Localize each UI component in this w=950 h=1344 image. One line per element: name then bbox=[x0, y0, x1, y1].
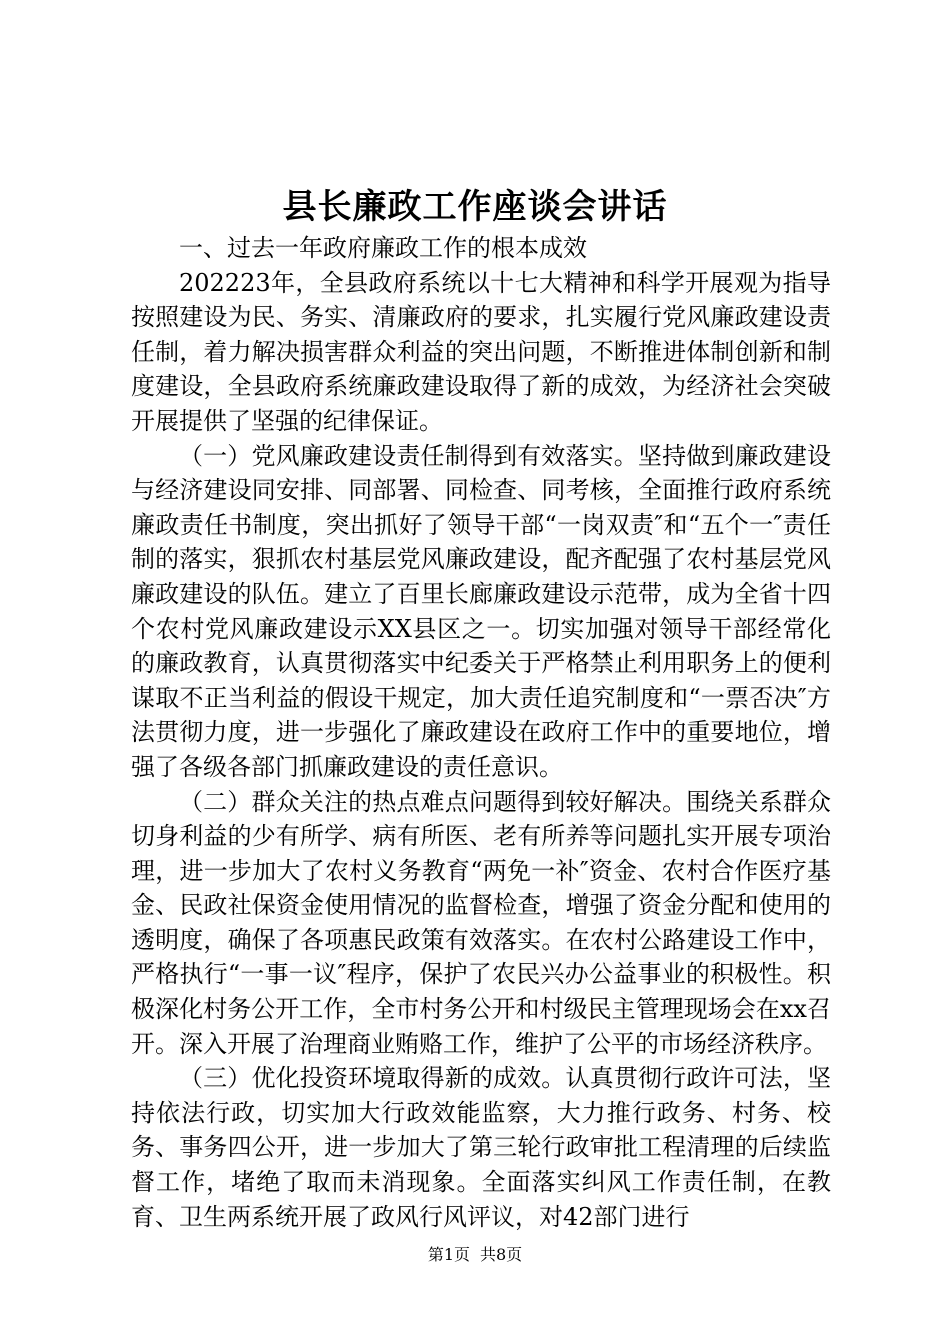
page-footer bbox=[0, 1244, 950, 1266]
document-title: 县长廉政工作座谈会讲话 bbox=[282, 187, 668, 227]
paragraph-section-1: （一）党风廉政建设责任制得到有效落实。坚持做到廉政建设与经济建设同安排、同部署、同检查、同考核，全面推行政府系统廉政责任书制度，突出抓好了领导干部“一岗双责″和“五个一″责任制的落实，狠抓农村基层党风廉政建设，配齐配强了农村基层党风廉政建设的队伍。建立了百里长廊廉政建设示范带，成为全省十四个农村党风廉政建设示XX县区之一。切实加强对领导干部经常化的廉政教育，认真贯彻落实中纪委关于严格禁止利用职务上的便利谋取不正当利益的假设干规定，加大责任追究制度和“一票否决″方法贯彻力度，进一步强化了廉政建设在政府工作中的重要地位，增强了各级各部门抓廉政建设的责任意识。 bbox=[131, 441, 831, 781]
paragraph-section-2: （二）群众关注的热点难点问题得到较好解决。围绕关系群众切身利益的少有所学、病有所医、老有所养等问题扎实开展专项治理，进一步加大了农村义务教育“两免一补″资金、农村合作医疗基金、民政社保资金使用情况的监督检查，增强了资金分配和使用的透明度，确保了各项惠民政策有效落实。在农村公路建设工作中，严格执行“一事一议″程序，保护了农民兴办公益事业的积极性。积极深化村务公开工作，全市村务公开和村级民主管理现场会在xx召开。深入开展了治理商业贿赂工作，维护了公平的市场经济秩序。 bbox=[131, 787, 831, 1058]
paragraph-intro: 202223年，全县政府系统以十七大精神和科学开展观为指导按照建设为民、务实、清廉政府的要求，扎实履行党风廉政建设责任制，着力解决损害群众利益的突出问题，不断推进体制创新和制度建设，全县政府系统廉政建设取得了新的成效，为经济社会突破开展提供了坚强的纪律保证。 bbox=[131, 268, 831, 435]
paragraph-section-3: （三）优化投资环境取得新的成效。认真贯彻行政许可法，坚持依法行政，切实加大行政效能监察，大力推行政务、村务、校务、事务四公开，进一步加大了第三轮行政审批工程清理的后续监督工作，堵绝了取而未消现象。全面落实纠风工作责任制，在教育、卫生两系统开展了政风行风评议，对42部门进行 bbox=[131, 1064, 831, 1231]
document-body bbox=[131, 231, 831, 1234]
page-number: 第1页 bbox=[427, 1245, 470, 1264]
section-heading: 一、过去一年政府廉政工作的根本成效 bbox=[179, 234, 587, 262]
page-total: 共8页 bbox=[480, 1245, 523, 1264]
